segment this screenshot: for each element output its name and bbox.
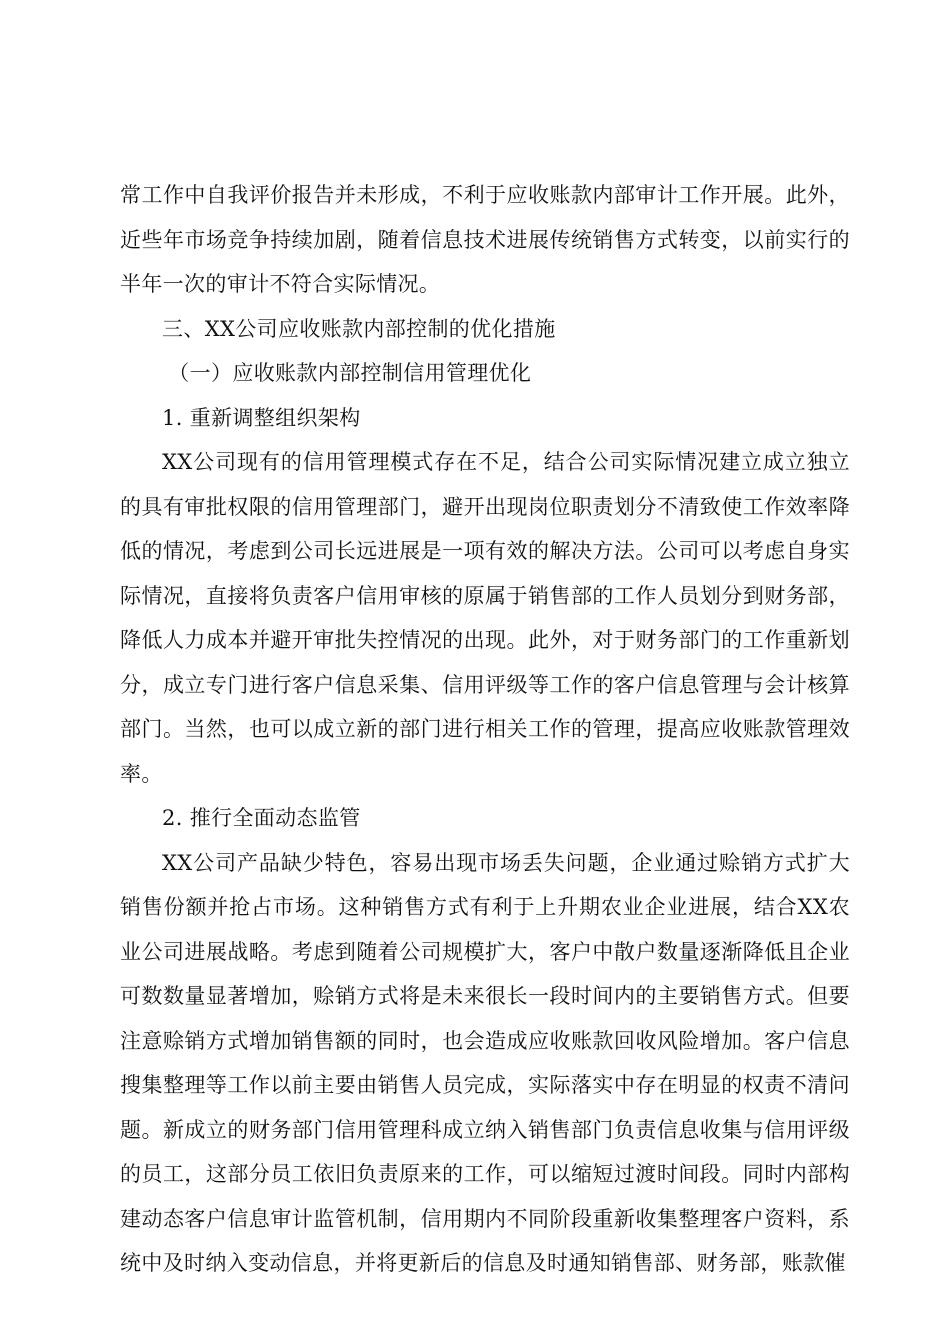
document-page [120,173,850,1286]
item-1-body: XX公司现有的信用管理模式存在不足，结合公司实际情况建立成立独立的具有审批权限的信用管理部门，避开出现岗位职责划分不清致使工作效率降低的情况，考虑到公司长远进展是一项有效的解决方法。公司可以考虑自身实际情况，直接将负责客户信用审核的原属于销售部的工作人员划分到财务部，降低人力成本并避开审批失控情况的出现。此外，对于财务部门的工作重新划分，成立专门进行客户信息采集、信用评级等工作的客户信息管理与会计核算部门。当然，也可以成立新的部门进行相关工作的管理，提高应收账款管理效率。 [120,450,850,786]
item-2-body: XX公司产品缺少特色，容易出现市场丢失问题，企业通过赊销方式扩大销售份额并抢占市场。这种销售方式有利于上升期农业企业进展，结合XX农业公司进展战略。考虑到随着公司规模扩大，客户中散户数量逐渐降低且企业可数数量显著增加，赊销方式将是未来很长一段时间内的主要销售方式。但要注意赊销方式增加销售额的同时，也会造成应收账款回收风险增加。客户信息搜集整理等工作以前主要由销售人员完成，实际落实中存在明显的权责不清问题。新成立的财务部门信用管理科成立纳入销售部门负责信息收集与信用评级的员工，这部分员工依旧负责原来的工作，可以缩短过渡时间段。同时内部构建动态客户信息审计监管机制，信用期内不同阶段重新收集整理客户资料，系统中及时纳入变动信息，并将更新后的信息及时通知销售部、财务部，账款催 [120,850,850,1275]
item-1-heading: 1. 重新调整组织架构 [162,405,361,430]
continuation-paragraph: 常工作中自我评价报告并未形成，不利于应收账款内部审计工作开展。此外，近些年市场竞争持续加剧，随着信息技术进展传统销售方式转变，以前实行的半年一次的审计不符合实际情况。 [120,183,850,296]
subsection-heading: （一）应收账款内部控制信用管理优化 [168,361,532,385]
item-2-heading: 2. 推行全面动态监管 [162,806,361,830]
section-heading: 三、XX公司应收账款内部控制的优化措施 [162,316,556,341]
